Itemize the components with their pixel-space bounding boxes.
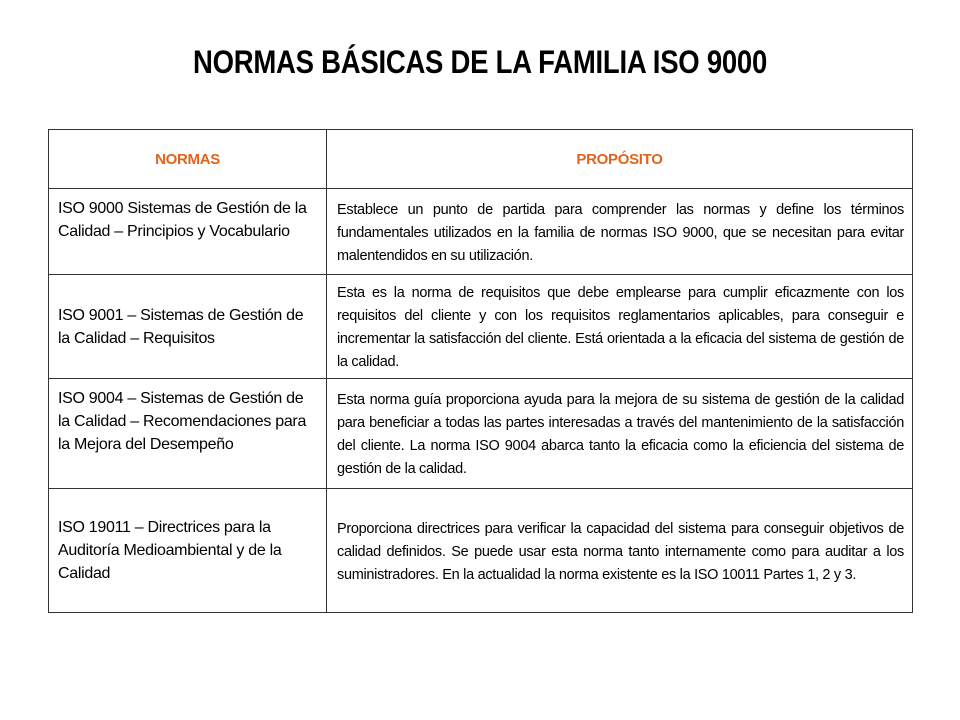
column-header-normas: NORMAS bbox=[49, 130, 327, 189]
table-row bbox=[49, 489, 913, 613]
proposito-cell: Proporciona directrices para verificar la capacidad del sistema para conseguir objetivos de calidad definidos. Se puede usar esta norma tanto internamente como para auditar a los suministradores. En la actualidad la norma existente es la ISO 10011 Partes 1, 2 y 3. bbox=[327, 489, 913, 613]
norma-cell: ISO 9000 Sistemas de Gestión de la Calidad – Principios y Vocabulario bbox=[49, 189, 327, 275]
table-row bbox=[49, 379, 913, 489]
proposito-cell: Establece un punto de partida para comprender las normas y define los términos fundamentales utilizados en la familia de normas ISO 9000, que se necesitan para evitar malentendidos en su utilización. bbox=[327, 189, 913, 275]
table-row bbox=[49, 189, 913, 275]
norma-cell: ISO 19011 – Directrices para la Auditoría Medioambiental y de la Calidad bbox=[49, 489, 327, 613]
norma-cell: ISO 9001 – Sistemas de Gestión de la Calidad – Requisitos bbox=[49, 275, 327, 379]
proposito-cell: Esta es la norma de requisitos que debe emplearse para cumplir eficazmente con los requisitos del cliente y con los requisitos reglamentarios aplicables, para conseguir e incrementar la satisfacción del cliente. Está orientada a la eficacia del sistema de gestión de la calidad. bbox=[327, 275, 913, 379]
table-header-row bbox=[49, 130, 913, 189]
norma-cell: ISO 9004 – Sistemas de Gestión de la Calidad – Recomendaciones para la Mejora del Desempeño bbox=[49, 379, 327, 489]
iso-standards-table bbox=[48, 129, 913, 613]
column-header-proposito: PROPÓSITO bbox=[327, 130, 913, 189]
table-row bbox=[49, 275, 913, 379]
proposito-cell: Esta norma guía proporciona ayuda para la mejora de su sistema de gestión de la calidad para beneficiar a todas las partes interesadas a través del mantenimiento de la satisfacción del cliente. La norma ISO 9004 abarca tanto la eficacia como la eficiencia del sistema de gestión de la calidad. bbox=[327, 379, 913, 489]
page-title: NORMAS BÁSICAS DE LA FAMILIA ISO 9000 bbox=[192, 44, 768, 80]
